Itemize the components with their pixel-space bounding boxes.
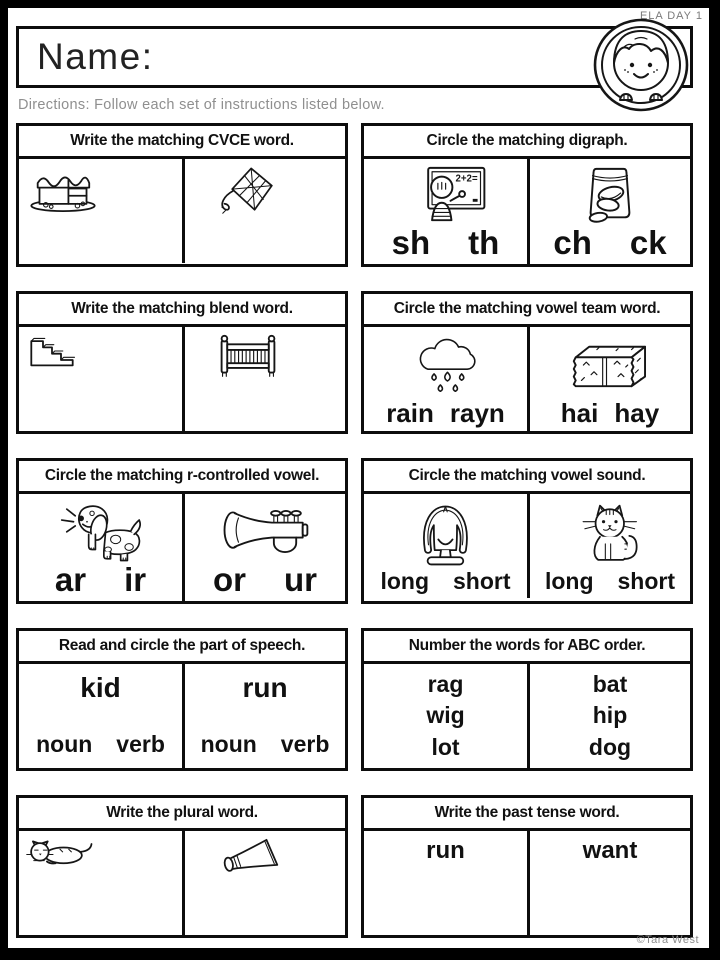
- chips-bag-icon: [579, 164, 641, 226]
- write-cell-cat[interactable]: [19, 831, 182, 935]
- task-title: Write the matching CVCE word.: [19, 126, 345, 159]
- abc-word[interactable]: rag: [427, 671, 464, 698]
- abc-word[interactable]: bat: [592, 671, 628, 698]
- option-word[interactable]: rain: [386, 398, 434, 428]
- circle-cell-cat: [527, 494, 690, 598]
- write-cell-stairs[interactable]: [19, 327, 182, 431]
- task-box-cvce: [16, 123, 348, 267]
- task-grid: [16, 123, 693, 938]
- past-tense-cell-want[interactable]: [527, 831, 690, 935]
- option-word[interactable]: or: [213, 561, 246, 598]
- abc-word[interactable]: hip: [592, 702, 628, 729]
- circle-cell-hay: [527, 327, 690, 431]
- lying-cat-icon: [25, 837, 95, 867]
- task-box-past-tense: [361, 795, 693, 938]
- task-title: Circle the matching r-controlled vowel.: [19, 461, 345, 494]
- directions-text: Directions: Follow each set of instructions listed below.: [18, 97, 385, 113]
- stairs-icon: [25, 333, 79, 371]
- option-word[interactable]: hay: [614, 398, 660, 428]
- task-title: Number the words for ABC order.: [364, 631, 690, 664]
- option-word[interactable]: noun: [200, 731, 257, 757]
- task-title: Circle the matching digraph.: [364, 126, 690, 159]
- abc-cell-right: [527, 664, 690, 768]
- circle-cell-dog: [19, 494, 182, 601]
- svg-text:2+2=: 2+2=: [455, 173, 478, 185]
- option-word[interactable]: ck: [629, 224, 667, 261]
- task-box-abc-order: [361, 628, 693, 771]
- girl-wig-icon: [416, 502, 475, 568]
- task-box-plural: [16, 795, 348, 938]
- rain-cloud-icon: [408, 336, 484, 396]
- option-word[interactable]: short: [453, 568, 511, 594]
- abc-word[interactable]: dog: [588, 733, 632, 760]
- task-box-blend: [16, 291, 348, 434]
- cake-icon: [25, 165, 101, 214]
- option-word[interactable]: ar: [54, 561, 87, 598]
- write-cell-megaphone[interactable]: [182, 831, 345, 935]
- option-word[interactable]: rayn: [449, 398, 505, 428]
- target-word: kid: [80, 672, 121, 703]
- circle-cell-teacher: [364, 159, 527, 264]
- target-word: run: [426, 837, 465, 864]
- crib-icon: [215, 333, 281, 380]
- write-cell-crib[interactable]: [182, 327, 345, 431]
- write-cell-cake[interactable]: [19, 159, 182, 263]
- credit-text: ©Tara West: [636, 934, 699, 946]
- target-word: want: [582, 837, 638, 864]
- task-title: Circle the matching vowel sound.: [364, 461, 690, 494]
- task-box-vowel-team: [361, 291, 693, 434]
- option-word[interactable]: th: [468, 224, 500, 261]
- option-word[interactable]: verb: [280, 731, 330, 757]
- option-word[interactable]: long: [544, 568, 594, 594]
- name-label: Name:: [37, 36, 154, 77]
- task-title: Write the past tense word.: [364, 798, 690, 831]
- option-word[interactable]: noun: [36, 731, 93, 757]
- past-tense-cell-run[interactable]: [364, 831, 527, 935]
- option-word[interactable]: ch: [553, 224, 592, 261]
- task-box-digraph: [361, 123, 693, 267]
- write-cell-kite[interactable]: [182, 159, 345, 263]
- abc-word[interactable]: lot: [431, 733, 460, 760]
- option-word[interactable]: verb: [116, 731, 165, 757]
- option-word[interactable]: sh: [391, 224, 431, 261]
- option-word[interactable]: long: [380, 568, 430, 594]
- option-word[interactable]: short: [617, 568, 676, 594]
- target-word: run: [242, 672, 288, 703]
- task-box-part-of-speech: [16, 628, 348, 771]
- option-word[interactable]: hai: [560, 398, 599, 428]
- barking-dog-icon: [55, 499, 146, 563]
- teacher-chalkboard-icon: [403, 164, 488, 226]
- task-title: Write the matching blend word.: [19, 294, 345, 327]
- option-word[interactable]: ur: [284, 561, 317, 598]
- pos-cell-run: [182, 664, 345, 768]
- task-title: Read and circle the part of speech.: [19, 631, 345, 664]
- trumpet-icon: [218, 504, 311, 558]
- task-box-r-controlled: [16, 458, 348, 604]
- pos-cell-kid: [19, 664, 182, 768]
- name-header: [16, 26, 693, 88]
- circle-cell-trumpet: [182, 494, 345, 601]
- abc-cell-left: [364, 664, 527, 768]
- sitting-cat-icon: [576, 503, 644, 567]
- task-title: Circle the matching vowel team word.: [364, 294, 690, 327]
- hay-bale-icon: [568, 340, 653, 392]
- task-title: Write the plural word.: [19, 798, 345, 831]
- corner-label: ELA DAY 1: [639, 10, 703, 22]
- kite-icon: [215, 165, 277, 218]
- megaphone-icon: [215, 837, 281, 882]
- circle-cell-chips: [527, 159, 690, 264]
- abc-word[interactable]: wig: [426, 702, 465, 729]
- option-word[interactable]: ir: [124, 561, 147, 598]
- circle-cell-wig: [364, 494, 527, 598]
- boy-avatar-icon: [591, 17, 691, 113]
- circle-cell-rain: [364, 327, 527, 431]
- task-box-vowel-sound: [361, 458, 693, 604]
